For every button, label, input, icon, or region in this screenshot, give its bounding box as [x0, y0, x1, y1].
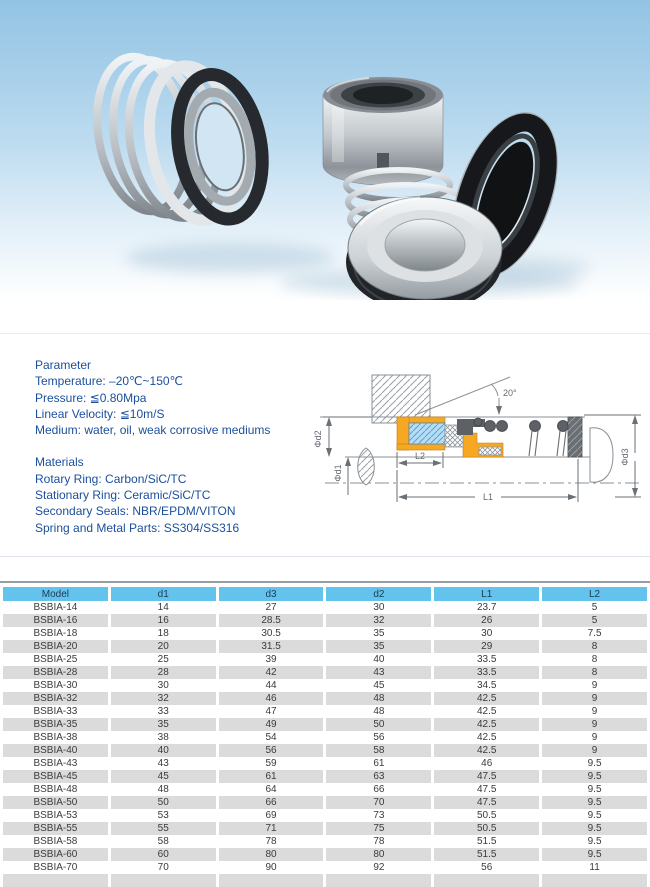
- table-cell: BSBIA-16: [3, 614, 108, 627]
- materials-line: Rotary Ring: Carbon/SiC/TC: [35, 471, 187, 486]
- table-cell: 63: [326, 770, 431, 783]
- table-row-partial: [3, 874, 647, 887]
- table-cell: 51.5: [434, 835, 539, 848]
- table-cell: 73: [326, 809, 431, 822]
- table-cell: 64: [219, 783, 324, 796]
- materials-line: Stationary Ring: Ceramic/SiC/TC: [35, 488, 211, 503]
- table-cell: 9.5: [542, 757, 647, 770]
- table-row: [3, 692, 647, 705]
- table-cell: 43: [111, 757, 216, 770]
- column-header: Model: [3, 587, 108, 601]
- table-cell: 46: [434, 757, 539, 770]
- table-cell: [219, 874, 324, 887]
- table-cell: BSBIA-48: [3, 783, 108, 796]
- table-cell: BSBIA-70: [3, 861, 108, 874]
- table-row: [3, 757, 647, 770]
- materials-line: Secondary Seals: NBR/EPDM/VITON: [35, 504, 236, 519]
- table-cell: BSBIA-58: [3, 835, 108, 848]
- l1-label: L1: [482, 492, 494, 502]
- table-cell: 28: [111, 666, 216, 679]
- column-header: d1: [111, 587, 216, 601]
- table-cell: 49: [219, 718, 324, 731]
- table-cell: 38: [111, 731, 216, 744]
- table-cell: 42.5: [434, 718, 539, 731]
- table-cell: 92: [326, 861, 431, 874]
- table-cell: 60: [111, 848, 216, 861]
- table-cell: 32: [326, 614, 431, 627]
- table-cell: 9: [542, 731, 647, 744]
- table-cell: 8: [542, 640, 647, 653]
- table-row: [3, 653, 647, 666]
- table-cell: 35: [326, 627, 431, 640]
- table-cell: 9.5: [542, 809, 647, 822]
- table-cell: 78: [219, 835, 324, 848]
- table-row: [3, 731, 647, 744]
- table-cell: 35: [111, 718, 216, 731]
- table-cell: 47.5: [434, 783, 539, 796]
- table-cell: 59: [219, 757, 324, 770]
- table-cell: 50: [111, 796, 216, 809]
- table-row: [3, 783, 647, 796]
- table-cell: 70: [326, 796, 431, 809]
- table-cell: 90: [219, 861, 324, 874]
- table-cell: 56: [326, 731, 431, 744]
- table-cell: 70: [111, 861, 216, 874]
- table-cell: BSBIA-60: [3, 848, 108, 861]
- divider-top: [0, 333, 650, 334]
- table-cell: BSBIA-25: [3, 653, 108, 666]
- table-row: [3, 666, 647, 679]
- table-header-row: [3, 587, 647, 601]
- table-cell: 80: [219, 848, 324, 861]
- table-cell: [326, 874, 431, 887]
- table-cell: 9: [542, 718, 647, 731]
- table-cell: BSBIA-18: [3, 627, 108, 640]
- l2-label: L2: [414, 451, 426, 461]
- table-cell: 50.5: [434, 809, 539, 822]
- table-cell: 11: [542, 861, 647, 874]
- table-cell: 48: [326, 705, 431, 718]
- table-cell: 47.5: [434, 796, 539, 809]
- table-cell: 56: [219, 744, 324, 757]
- table-row: [3, 640, 647, 653]
- d1-label: Φd1: [333, 464, 343, 482]
- table-cell: 54: [219, 731, 324, 744]
- parameter-line: Temperature: –20℃~150℃: [35, 374, 184, 389]
- table-row: [3, 718, 647, 731]
- table-cell: [542, 874, 647, 887]
- table-cell: 42.5: [434, 692, 539, 705]
- table-cell: 16: [111, 614, 216, 627]
- table-row: [3, 614, 647, 627]
- table-cell: BSBIA-45: [3, 770, 108, 783]
- table-cell: 75: [326, 822, 431, 835]
- table-cell: 46: [219, 692, 324, 705]
- table-cell: 20: [111, 640, 216, 653]
- table-row: [3, 835, 647, 848]
- column-header: L2: [542, 587, 647, 601]
- table-row: [3, 809, 647, 822]
- table-cell: 40: [111, 744, 216, 757]
- d3-label: Φd3: [620, 448, 630, 466]
- table-cell: 45: [111, 770, 216, 783]
- parameter-title: Parameter: [35, 358, 92, 372]
- table-cell: 61: [219, 770, 324, 783]
- table-cell: [3, 874, 108, 887]
- column-header: L1: [434, 587, 539, 601]
- table-cell: 40: [326, 653, 431, 666]
- table-cell: 30.5: [219, 627, 324, 640]
- table-cell: 50.5: [434, 822, 539, 835]
- table-cell: 25: [111, 653, 216, 666]
- table-row: [3, 822, 647, 835]
- table-cell: 26: [434, 614, 539, 627]
- table-cell: 8: [542, 666, 647, 679]
- table-cell: 34.5: [434, 679, 539, 692]
- table-cell: 5: [542, 614, 647, 627]
- table-cell: [434, 874, 539, 887]
- dimension-table-wrap: [0, 587, 650, 887]
- table-cell: BSBIA-43: [3, 757, 108, 770]
- materials-section: [35, 454, 270, 535]
- table-body: [3, 601, 647, 887]
- divider-thin: [0, 556, 650, 557]
- table-cell: 33.5: [434, 666, 539, 679]
- table-cell: BSBIA-50: [3, 796, 108, 809]
- table-cell: 9: [542, 679, 647, 692]
- table-row: [3, 744, 647, 757]
- parameter-line: Linear Velocity: ≦10m/S: [35, 406, 165, 421]
- column-header: d2: [326, 587, 431, 601]
- table-cell: 50: [326, 718, 431, 731]
- table-cell: 45: [326, 679, 431, 692]
- table-cell: 28.5: [219, 614, 324, 627]
- table-cell: 42: [219, 666, 324, 679]
- specifications: [35, 357, 270, 552]
- table-cell: BSBIA-32: [3, 692, 108, 705]
- table-cell: 61: [326, 757, 431, 770]
- diagram-lines: [320, 375, 643, 485]
- table-cell: 66: [326, 783, 431, 796]
- table-cell: 47.5: [434, 770, 539, 783]
- table-cell: 27: [219, 601, 324, 614]
- table-cell: 9: [542, 744, 647, 757]
- table-row: [3, 848, 647, 861]
- table-cell: 35: [326, 640, 431, 653]
- table-cell: 9.5: [542, 770, 647, 783]
- table-cell: 69: [219, 809, 324, 822]
- table-cell: BSBIA-28: [3, 666, 108, 679]
- product-photo-banner: [0, 0, 650, 300]
- table-row: [3, 796, 647, 809]
- parameter-line: Pressure: ≦0.80Mpa: [35, 390, 147, 405]
- table-cell: BSBIA-35: [3, 718, 108, 731]
- table-cell: BSBIA-20: [3, 640, 108, 653]
- table-cell: 42.5: [434, 705, 539, 718]
- table-cell: 30: [326, 601, 431, 614]
- table-cell: BSBIA-40: [3, 744, 108, 757]
- table-cell: 42.5: [434, 744, 539, 757]
- table-cell: BSBIA-38: [3, 731, 108, 744]
- d2-label: Φd2: [313, 430, 323, 448]
- table-cell: 30: [111, 679, 216, 692]
- table-cell: BSBIA-53: [3, 809, 108, 822]
- table-cell: 78: [326, 835, 431, 848]
- seal-cross-section-diagram: [305, 365, 650, 535]
- table-cell: BSBIA-14: [3, 601, 108, 614]
- table-cell: 51.5: [434, 848, 539, 861]
- table-cell: BSBIA-55: [3, 822, 108, 835]
- table-cell: [111, 874, 216, 887]
- table-cell: 32: [111, 692, 216, 705]
- table-cell: 8: [542, 653, 647, 666]
- table-cell: 31.5: [219, 640, 324, 653]
- parameter-lines: [35, 373, 270, 438]
- parameter-line: Medium: water, oil, weak corrosive mediums: [35, 423, 271, 438]
- table-cell: 18: [111, 627, 216, 640]
- table-cell: 23.7: [434, 601, 539, 614]
- product-photo: [0, 0, 650, 300]
- table-cell: 71: [219, 822, 324, 835]
- table-cell: 30: [434, 627, 539, 640]
- materials-lines: [35, 471, 270, 536]
- table-cell: 80: [326, 848, 431, 861]
- table-cell: 9: [542, 705, 647, 718]
- table-cell: 56: [434, 861, 539, 874]
- table-row: [3, 770, 647, 783]
- table-row: [3, 861, 647, 874]
- table-cell: 58: [326, 744, 431, 757]
- table-cell: 55: [111, 822, 216, 835]
- table-cell: 29: [434, 640, 539, 653]
- table-cell: 9: [542, 692, 647, 705]
- table-cell: 39: [219, 653, 324, 666]
- column-header: d3: [219, 587, 324, 601]
- table-cell: 33: [111, 705, 216, 718]
- table-row: [3, 679, 647, 692]
- table-cell: 5: [542, 601, 647, 614]
- materials-line: Spring and Metal Parts: SS304/SS316: [35, 520, 240, 535]
- table-cell: 42.5: [434, 731, 539, 744]
- table-cell: BSBIA-33: [3, 705, 108, 718]
- table-cell: 33.5: [434, 653, 539, 666]
- angle-label: 20°: [503, 388, 517, 398]
- table-cell: 9.5: [542, 848, 647, 861]
- seal-with-spring: [86, 37, 273, 239]
- table-cell: 9.5: [542, 835, 647, 848]
- table-cell: 9.5: [542, 796, 647, 809]
- stationary-ring: [346, 197, 502, 300]
- table-cell: 9.5: [542, 783, 647, 796]
- table-cell: 48: [111, 783, 216, 796]
- table-cell: 14: [111, 601, 216, 614]
- table-cell: 44: [219, 679, 324, 692]
- parameter-section: [35, 357, 270, 438]
- table-cell: 47: [219, 705, 324, 718]
- materials-title: Materials: [35, 455, 84, 470]
- table-cell: 58: [111, 835, 216, 848]
- table-cell: 9.5: [542, 822, 647, 835]
- table-cell: 7.5: [542, 627, 647, 640]
- table-cell: 66: [219, 796, 324, 809]
- table-row: [3, 601, 647, 614]
- table-row: [3, 627, 647, 640]
- table-cell: 48: [326, 692, 431, 705]
- table-cell: 53: [111, 809, 216, 822]
- table-cell: 43: [326, 666, 431, 679]
- dimension-table: [0, 587, 650, 887]
- divider-thick: [0, 581, 650, 583]
- table-cell: BSBIA-30: [3, 679, 108, 692]
- table-row: [3, 705, 647, 718]
